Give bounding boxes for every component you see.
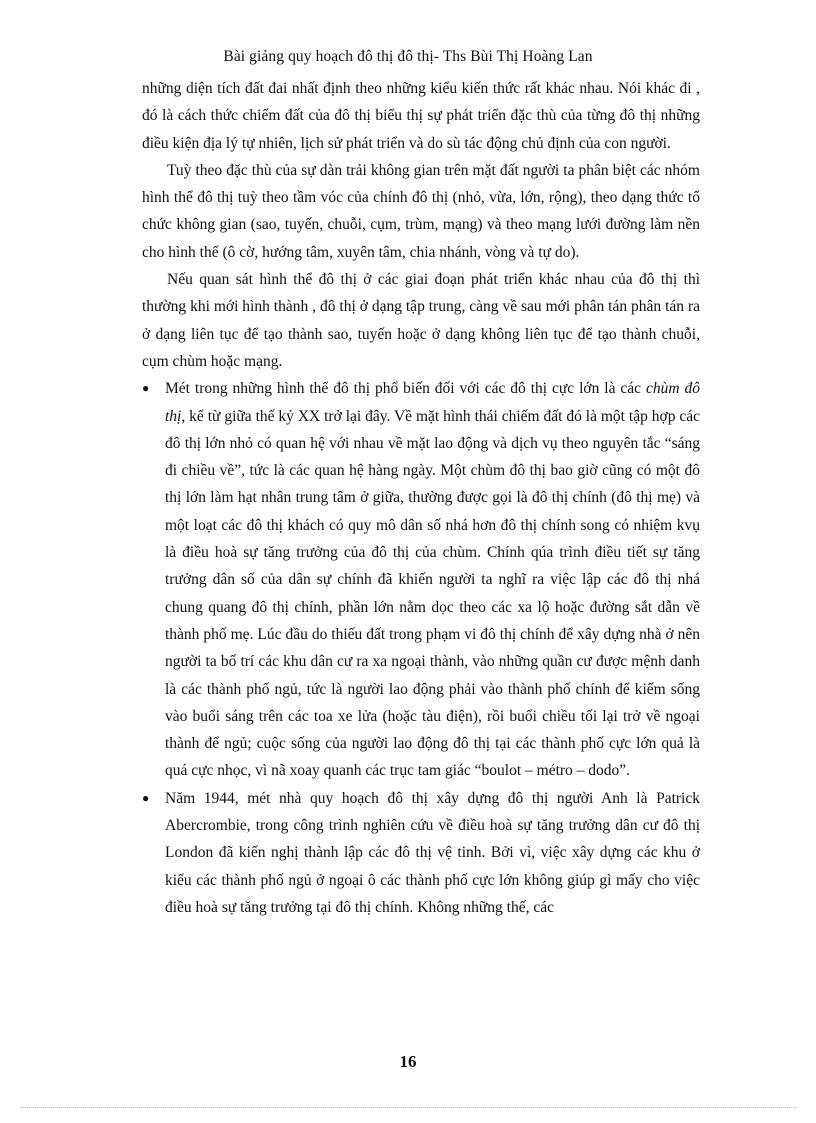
list-item xyxy=(142,785,700,921)
page-bottom-divider xyxy=(20,1107,796,1108)
paragraph-2: Nếu quan sát hình thể đô thị ở các giai đoạn phát triển khác nhau của đô thị thì thường khi mới hình thành , đô thị ở dạng tập trung, càng về sau mới phân tán phân tán ra ở dạng liên tục để tạo thành sao, tuyến hoặc ở dạng không liên tục để tạo thành chuỗi, cụm chùm hoặc mạng. xyxy=(142,271,700,370)
bullet-text-2: Năm 1944, mét nhà quy hoạch đô thị xây dựng đô thị người Anh là Patrick Abercrombie, trong công trình nghiên cứu về điều hoà sự tăng trưởng dân cư đô thị London đã kiến nghị thành lập các đô thị vệ tinh. Bởi vì, việc xây dựng các khu ở kiểu các thành phố ngủ ở ngoại ô các thành phố cực lớn không giúp gì mấy cho việc điều hoà sự tăng trưởng tại đô thị chính. Không những thế, các xyxy=(165,789,700,916)
bullet-text-1 xyxy=(165,375,700,784)
paragraph-1: Tuỳ theo đặc thù của sự dàn trải không gian trên mặt đất người ta phân biệt các nhóm hình thể đô thị tuỳ theo tầm vóc của chính đô thị (nhỏ, vừa, lớn, rộng), theo dạng thức tổ chức không gian (sao, tuyến, chuỗi, cụm, trùm, mạng) và theo mạng lưới đường làm nền cho hình thể (ô cờ, hướng tâm, xuyên tâm, chia nhánh, vòng và tự do). xyxy=(142,161,700,261)
list-item xyxy=(142,375,700,784)
page-header: Bài giảng quy hoạch đô thị đô thị- Ths Bùi Thị Hoàng Lan xyxy=(223,48,593,65)
paragraph-continuation: những diện tích đất đai nhất định theo những kiểu kiến thức rất khác nhau. Nói khác đi , đó là cách thức chiếm đất của đô thị biểu thị sự phát triển đặc thù của từng đô thị những điều kiện địa lý tự nhiên, lịch sử phát triển và do sù tác động chủ định của con người. xyxy=(142,80,700,152)
bullet-icon: ● xyxy=(142,790,150,805)
page-number: 16 xyxy=(399,1052,417,1071)
page-body xyxy=(142,75,700,921)
bullet-icon: ● xyxy=(142,381,150,396)
bullet-1-text-start: Mét trong những hình thể đô thị phổ biến đối với các đô thị cực lớn là các xyxy=(165,380,646,398)
bullet-1-italic-term: chùm đô thị xyxy=(165,380,700,425)
bullet-1-text-rest: , kể từ giữa thế kỷ XX trở lại đây. Về mặt hình thái chiếm đất đó là một tập hợp các đô thị lớn nhỏ có quan hệ với nhau về mặt lao động và dịch vụ theo nguyên tắc “sáng đi chiều về”, tức là các quan hệ hàng ngày. Một chùm đô thị bao giờ cũng có một đô thị lớn làm hạt nhân trung tâm ở giữa, thường được gọi là đô thị chính (đô thị mẹ) và một loạt các đô thị khách có quy mô dân số nhá hơn đô thị chính song có nhiệm kvụ là điều hoà sự tăng trưởng của đô thị của chùm. Chính qúa trình điều tiết sự tăng trưởng dân số của dân sự chính đã khiến người ta nghĩ ra việc lập các đô thị nhá chung quang đô thị chính, phần lớn nằm dọc theo các xa lộ hoặc đường sắt dẫn về thành phố mẹ. Lúc đầu do thiếu đất trong phạm vi đô thị chính để xây dựng nhà ở nên người ta bố trí các khu dân cư ra xa ngoại thành, vào những quần cư được mệnh danh là các thành phố ngủ, tức là người lao động phải vào thành phố chính để kiếm sống vào buổi sáng trên các toa xe lửa (hoặc tàu điện), rồi buổi chiều tối lại trở về ngoại thành để ngủ; cuộc sống của người lao động đô thị tại các thành phố cực lớn quả là quá cực nhọc, vì nã xoay quanh các trục tam giác “boulot – métro – dodo”. xyxy=(165,407,700,780)
bullet-list xyxy=(142,375,700,921)
